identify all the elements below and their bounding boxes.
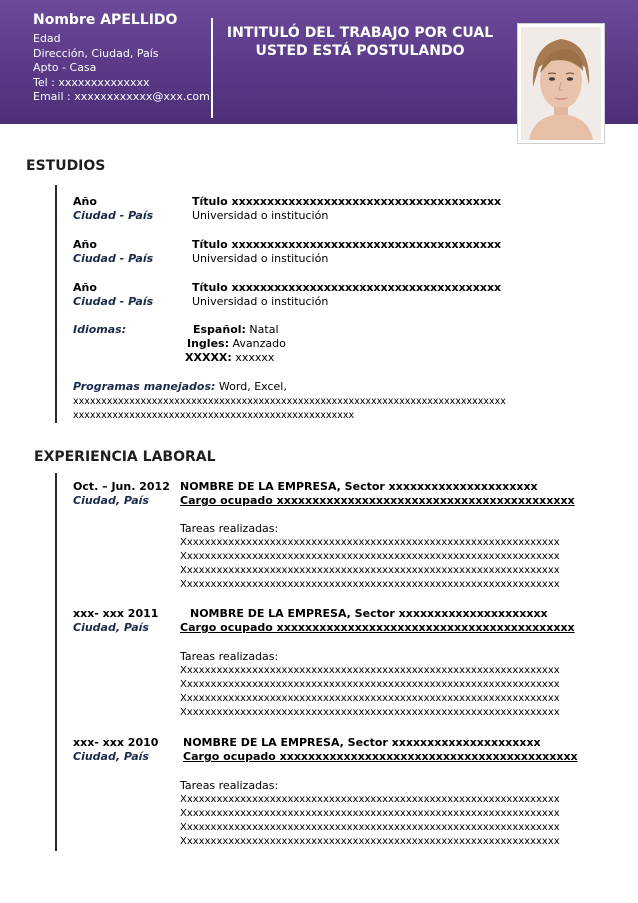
job-task-line: Xxxxxxxxxxxxxxxxxxxxxxxxxxxxxxxxxxxxxxxxxxxxxxxxxxxxxxxxxxxxxxxx [180,551,560,562]
study-title: Título xxxxxxxxxxxxxxxxxxxxxxxxxxxxxxxxxxxxxx [192,195,502,208]
job-task-line: Xxxxxxxxxxxxxxxxxxxxxxxxxxxxxxxxxxxxxxxxxxxxxxxxxxxxxxxxxxxxxxxx [180,808,560,819]
job-place: Ciudad, País [73,621,149,634]
language-level: Natal [245,323,279,336]
language-item [187,337,286,351]
job-title-line-1: INTITULÓ DEL TRABAJO POR CUAL [226,25,494,41]
job-tasks-label: Tareas realizadas: [180,522,279,535]
candidate-name: Nombre APELLIDO [33,12,178,28]
job-task-line: Xxxxxxxxxxxxxxxxxxxxxxxxxxxxxxxxxxxxxxxxxxxxxxxxxxxxxxxxxxxxxxxx [180,679,560,690]
programas-line [73,380,287,394]
job-period: xxx- xxx 2010 [73,736,159,749]
language-item [193,323,279,337]
job-task-line: Xxxxxxxxxxxxxxxxxxxxxxxxxxxxxxxxxxxxxxxxxxxxxxxxxxxxxxxxxxxxxxxx [180,565,560,576]
programas-continuation: xxxxxxxxxxxxxxxxxxxxxxxxxxxxxxxxxxxxxxxxxxxxxxxxxx [73,410,355,421]
programas-continuation: xxxxxxxxxxxxxxxxxxxxxxxxxxxxxxxxxxxxxxxxxxxxxxxxxxxxxxxxxxxxxxxxxxxxxxxxxxxxx [73,396,506,407]
experiencia-vertical-rule [55,473,57,851]
job-company: NOMBRE DE LA EMPRESA, Sector xxxxxxxxxxxxxxxxxxxxx [190,607,548,620]
job-task-line: Xxxxxxxxxxxxxxxxxxxxxxxxxxxxxxxxxxxxxxxxxxxxxxxxxxxxxxxxxxxxxxxx [180,665,560,676]
study-institution: Universidad o institución [192,252,329,265]
study-year: Año [73,281,97,294]
idiomas-label: Idiomas: [73,323,127,336]
job-task-line: Xxxxxxxxxxxxxxxxxxxxxxxxxxxxxxxxxxxxxxxxxxxxxxxxxxxxxxxxxxxxxxxx [180,537,560,548]
job-tasks-label: Tareas realizadas: [180,650,279,663]
study-year: Año [73,238,97,251]
job-task-line: Xxxxxxxxxxxxxxxxxxxxxxxxxxxxxxxxxxxxxxxxxxxxxxxxxxxxxxxxxxxxxxxx [180,579,560,590]
language-name: XXXXX: [185,351,232,364]
age-line: Edad [33,32,61,45]
contact-block [33,10,213,105]
job-company: NOMBRE DE LA EMPRESA, Sector xxxxxxxxxxxxxxxxxxxxx [180,480,538,493]
job-place: Ciudad, País [73,750,149,763]
language-level: Avanzado [228,337,286,350]
job-task-line: Xxxxxxxxxxxxxxxxxxxxxxxxxxxxxxxxxxxxxxxxxxxxxxxxxxxxxxxxxxxxxxxx [180,794,560,805]
study-title: Título xxxxxxxxxxxxxxxxxxxxxxxxxxxxxxxxxxxxxx [192,281,502,294]
section-heading-experiencia: EXPERIENCIA LABORAL [34,449,216,465]
job-title [220,24,500,60]
programas-value: Word, Excel, [215,380,287,393]
job-period: xxx- xxx 2011 [73,607,159,620]
study-place: Ciudad - País [73,209,154,222]
apartment-line: Apto - Casa [33,61,97,74]
section-heading-estudios: ESTUDIOS [26,158,106,174]
portrait-image [521,27,601,140]
job-tasks-label: Tareas realizadas: [180,779,279,792]
study-place: Ciudad - País [73,295,154,308]
job-position: Cargo ocupado xxxxxxxxxxxxxxxxxxxxxxxxxxxxxxxxxxxxxxxxxx [183,750,578,763]
study-place: Ciudad - País [73,252,154,265]
job-task-line: Xxxxxxxxxxxxxxxxxxxxxxxxxxxxxxxxxxxxxxxxxxxxxxxxxxxxxxxxxxxxxxxx [180,822,560,833]
programas-label: Programas manejados: [73,380,216,393]
study-institution: Universidad o institución [192,295,329,308]
study-title: Título xxxxxxxxxxxxxxxxxxxxxxxxxxxxxxxxxxxxxx [192,238,502,251]
header-divider [211,18,213,118]
job-task-line: Xxxxxxxxxxxxxxxxxxxxxxxxxxxxxxxxxxxxxxxxxxxxxxxxxxxxxxxxxxxxxxxx [180,836,560,847]
job-position: Cargo ocupado xxxxxxxxxxxxxxxxxxxxxxxxxxxxxxxxxxxxxxxxxx [180,621,575,634]
job-task-line: Xxxxxxxxxxxxxxxxxxxxxxxxxxxxxxxxxxxxxxxxxxxxxxxxxxxxxxxxxxxxxxxx [180,707,560,718]
language-name: Español: [193,323,246,336]
language-item [185,351,274,365]
estudios-vertical-rule [55,185,57,423]
job-place: Ciudad, País [73,494,149,507]
profile-photo-frame [517,23,605,144]
job-company: NOMBRE DE LA EMPRESA, Sector xxxxxxxxxxxxxxxxxxxxx [183,736,541,749]
study-institution: Universidad o institución [192,209,329,222]
phone-line: Tel : xxxxxxxxxxxxxx [33,75,150,89]
email-line: Email : xxxxxxxxxxxx@xxx.com [33,90,210,103]
language-level: xxxxxx [231,351,275,364]
language-name: Ingles: [187,337,229,350]
address-line: Dirección, Ciudad, País [33,46,159,60]
profile-photo [521,27,601,140]
study-year: Año [73,195,97,208]
job-period: Oct. – Jun. 2012 [73,480,170,493]
job-task-line: Xxxxxxxxxxxxxxxxxxxxxxxxxxxxxxxxxxxxxxxxxxxxxxxxxxxxxxxxxxxxxxxx [180,693,560,704]
job-title-line-2: USTED ESTÁ POSTULANDO [255,43,465,59]
job-position: Cargo ocupado xxxxxxxxxxxxxxxxxxxxxxxxxxxxxxxxxxxxxxxxxx [180,494,575,507]
